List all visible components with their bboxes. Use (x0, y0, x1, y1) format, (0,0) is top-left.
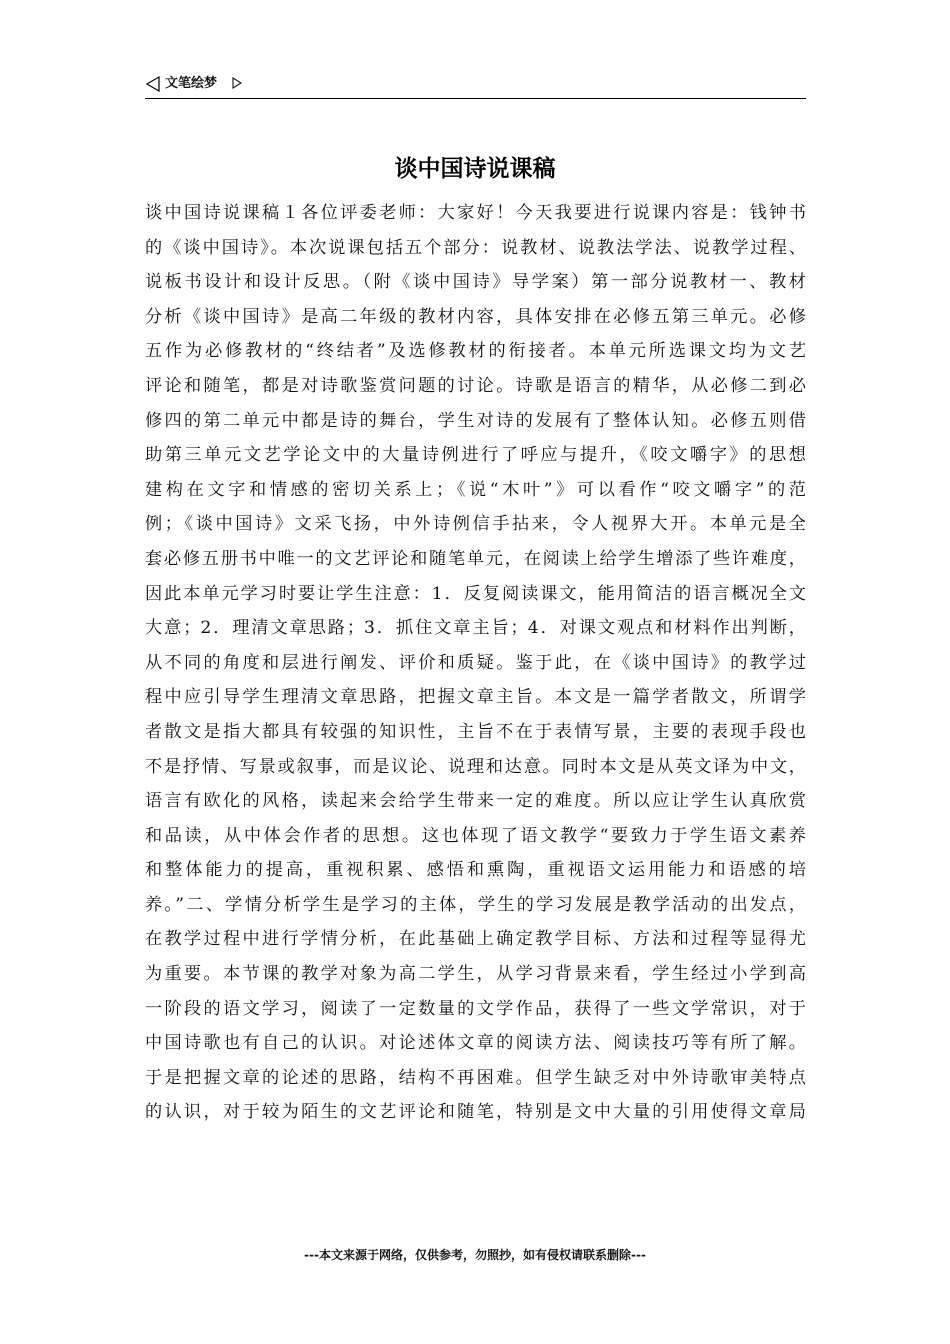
paragraph-line: 评论和随笔，都是对诗歌鉴赏问题的讨论。诗歌是语言的精华，从必修二到必 (145, 375, 806, 396)
paragraph-line: 和整体能力的提高，重视积累、感悟和熏陶，重视语文运用能力和语感的培 (145, 860, 806, 881)
document-title: 谈中国诗说课稿 (394, 156, 556, 182)
paragraph-line: 大意；2．理清文章思路；3．抓住文章主旨；4．对课文观点和材料作出判断， (145, 618, 806, 639)
triangle-right-outline-icon (232, 77, 242, 89)
paragraph-line: 例；《谈中国诗》文采飞扬，中外诗例信手拈来，令人视界大开。本单元是全 (145, 514, 806, 535)
paragraph-line: 不是抒情、写景或叙事，而是议论、说理和达意。同时本文是从英文译为中文， (145, 756, 806, 777)
paragraph-line: 说板书设计和设计反思。（附《谈中国诗》导学案）第一部分说教材一、教材 (145, 272, 806, 293)
paragraph-line: 中国诗歌也有自己的认识。对论述体文章的阅读方法、阅读技巧等有所了解。 (145, 1033, 806, 1054)
paragraph-line: 分析《谈中国诗》是高二年级的教材内容，具体安排在必修五第三单元。必修 (145, 306, 806, 327)
paragraph-line: 建构在文字和情感的密切关系上；《说“木叶”》可以看作“咬文嚼字”的范 (145, 479, 806, 500)
paragraph-line: 于是把握文章的论述的思路，结构不再困难。但学生缺乏对中外诗歌审美特点 (145, 1067, 806, 1088)
document-body (145, 196, 806, 1130)
triangle-left-outline-icon (145, 76, 161, 92)
paragraph-line: 的认识，对于较为陌生的文艺评论和随笔，特别是文中大量的引用使得文章局 (145, 1102, 806, 1123)
paragraph-line: 程中应引导学生理清文章思路，把握文章主旨。本文是一篇学者散文，所谓学 (145, 687, 806, 708)
page-header (145, 72, 806, 99)
paragraph-line: 一阶段的语文学习，阅读了一定数量的文学作品，获得了一些文学常识，对于 (145, 998, 806, 1019)
paragraph-line: 因此本单元学习时要让学生注意：1．反复阅读课文，能用简洁的语言概况全文 (145, 583, 806, 604)
paragraph-line: 和品读，从中体会作者的思想。这也体现了语文教学“要致力于学生语文素养 (145, 825, 806, 846)
paragraph-line: 养。”二、学情分析学生是学习的主体，学生的学习发展是教学活动的出发点， (145, 894, 806, 915)
footer-notice: ---本文来源于网络，仅供参考，勿照抄，如有侵权请联系删除--- (304, 1248, 646, 1262)
paragraph-line: 为重要。本节课的教学对象为高二学生，从学习背景来看，学生经过小学到高 (145, 964, 806, 985)
paragraph-line: 的《谈中国诗》。本次说课包括五个部分：说教材、说教法学法、说教学过程、 (145, 237, 806, 258)
paragraph-line: 谈中国诗说课稿１各位评委老师：大家好！今天我要进行说课内容是：钱钟书 (145, 203, 806, 223)
paragraph-line: 从不同的角度和层进行阐发、评价和质疑。鉴于此，在《谈中国诗》的教学过 (145, 652, 806, 673)
paragraph-line: 语言有欧化的风格，读起来会给学生带来一定的难度。所以应让学生认真欣赏 (145, 791, 806, 812)
paragraph-line: 者散文是指大都具有较强的知识性，主旨不在于表情写景，主要的表现手段也 (145, 721, 806, 742)
header-brand: 文笔绘梦 (165, 76, 218, 91)
paragraph-line: 修四的第二单元中都是诗的舞台，学生对诗的发展有了整体认知。必修五则借 (145, 410, 806, 431)
paragraph-line: 套必修五册书中唯一的文艺评论和随笔单元，在阅读上给学生增添了些许难度， (145, 548, 806, 569)
paragraph-line: 在教学过程中进行学情分析，在此基础上确定教学目标、方法和过程等显得尤 (145, 929, 806, 950)
paragraph-line: 五作为必修教材的“终结者”及选修教材的衔接者。本单元所选课文均为文艺 (145, 341, 806, 362)
paragraph-line: 助第三单元文艺学论文中的大量诗例进行了呼应与提升，《咬文嚼字》的思想 (145, 445, 806, 466)
